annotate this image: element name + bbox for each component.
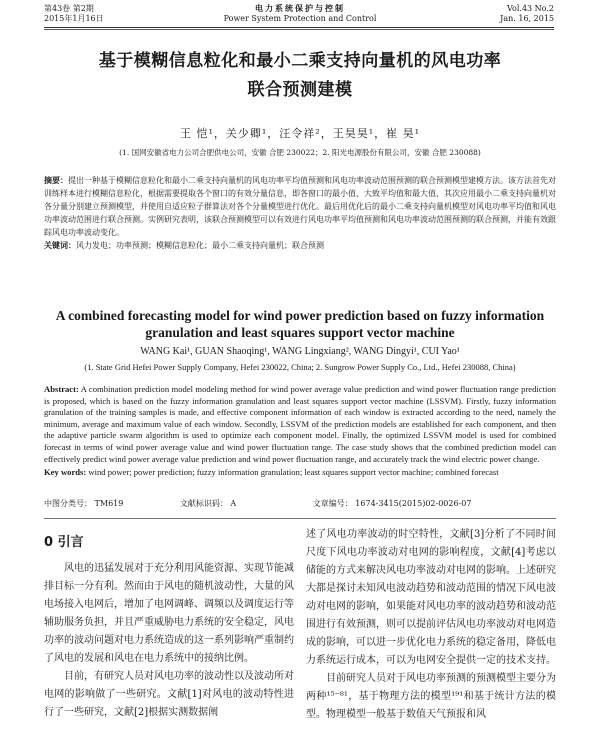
intro-paragraph-2: 目前，有研究人员对风电功率的波动性以及波动所对电网的影响做了一些研究。文献[1]对风电的波动特性进行了一些研究，文献[2]根据实测数据阐 [44,671,294,718]
keywords-en-label: Key words: [44,467,87,477]
abstract-cn-text: 提出一种基于模糊信息粒化和最小二乘支持向量机的风电功率平均值预测和风电功率波动范围预测的联合预测模型建模方法。该方法首先对训练样本进行模糊信息粒化，根据需要提取各个窗口的有效分量信息，即各窗口的最小值、大致平均值和最大值，其次应用最小二乘支持向量机对各分量分别建立预测模型，并使用自适应粒子群算法对各个分量模型进行优化。最后用优化后的最小二乘支持向量机模型对风电功率平均值和风电功率波动范围进行联合预测。实例研究表明，该联合预测模型可以有效进行风电功率平均值预测和风电功率波动范围预测的联合预测，并能有效跟踪风电功率波动变化。 [44,176,556,237]
journal-name-cn: 电力系统保护与控制 [255,4,345,13]
affiliations-cn: (1. 国网安徽省电力公司合肥供电公司，安徽 合肥 230022；2. 阳光电源股份有限公司，安徽 合肥 230088) [119,148,481,157]
keywords-en-block [44,467,556,478]
publication-date-cn: 2015年1月16日 [44,14,104,23]
article-number: 文章编号： 1674-3415(2015)02-0026-07 [312,499,472,508]
clc-number: 中图分类号： TM619 [44,499,124,508]
paper-title-en-line2: granulation and least squares support vector machine [145,325,455,340]
document-code: 文献标识码： A [179,499,237,508]
keywords-en: wind power; power prediction; fuzzy information granulation; least squares support vector machine; combined forecast [88,467,499,477]
intro-paragraph-4: 目前研究人员对于风电功率预测的预测模型主要分为两种¹⁵⁻⁸¹，基于物理方法的模型¹⁹¹和基于统计方法的模型。物理模型一般基于数值天气预报和风 [306,673,556,720]
paper-title-en-line1: A combined forecasting model for wind power prediction based on fuzzy information [55,308,545,323]
abstract-cn [44,174,556,252]
intro-paragraph-1: 风电的迅猛发展对于充分利用风能资源、实现节能减排目标一分有利。然而由于风电的随机波动性，大量的风电场接入电网后，增加了电网调峰、调频以及调度运行等辅助服务负担，并且严重威胁电力系统的安全稳定，风电功率的波动问题对电力系统造成的这一系列影响严重制约了风电的发展和风电在电力系统中的接纳比例。 [44,563,294,664]
authors-cn: 王 恺¹，关少卿¹，汪令祥²，王昊昊¹，崔 昊¹ [179,127,421,140]
body-column-right [306,526,556,724]
abstract-en [44,384,556,465]
paper-title-cn-line2: 联合预测建模 [247,80,353,100]
body-column-left [44,526,294,722]
section-heading-intro: 0 引言 [44,535,84,550]
volume-issue-en: Vol.43 No.2 [507,4,554,13]
journal-volume-info-en [500,4,554,24]
header-divider [44,27,554,28]
volume-issue: 第43卷 第2期 [44,4,94,13]
classification-divider [44,518,556,519]
keywords-cn-label: 关键词： [44,241,76,250]
keywords-cn: 风力发电；功率预测；模糊信息粒化；最小二乘支持向量机；联合预测 [76,241,324,250]
paper-title-cn-line1: 基于模糊信息粒化和最小二乘支持向量机的风电功率 [98,51,502,71]
journal-name-en: Power System Protection and Control [223,14,377,23]
abstract-cn-label: 摘要： [44,176,68,185]
publication-date-en: Jan. 16, 2015 [500,14,554,23]
abstract-en-label: Abstract: [44,384,79,394]
intro-paragraph-3: 述了风电功率波动的时空特性，文献[3]分析了不同时间尺度下风电功率波动对电网的影响程度，文献[4]考虑以储能的方式来解决风电功率波动对电网的影响。上述研究大都是探讨未知风电波动趋势和波动范围的情况下风电波动对电网的影响，如果能对风电功率的波动趋势和波动范围进行有效预测，则可以提前评估风电功率波动对电网造成的影响，可以进一步优化电力系统的稳定备用，降低电力系统运行成本，可以为电网安全提供一定的技术支持。 [306,529,556,666]
authors-en: WANG Kai¹, GUAN Shaoqing¹, WANG Lingxiang², WANG Dingyi¹, CUI Yao¹ [140,346,460,357]
affiliations-en: (1. State Grid Hefei Power Supply Company, Hefei 230022, China; 2. Sungrow Power Supply Co., Ltd., Hefei 230088, China) [84,362,516,372]
header-divider-thin [44,29,554,30]
classification-line [44,498,556,509]
abstract-en-text: A combination prediction model modeling method for wind power average value prediction and wind power fluctuation range prediction is proposed, which is based on the fuzzy information granulation and least squares support vector machine (LSSVM). Firstly, fuzzy information granulation of the training samples is made, and effective component information of each window is extracted according to the need, namely the minimum, average and maximum value of each window. Secondly, LSSVM of the prediction models are established for each component, and then the adaptive particle swarm algorithm is used to optimize each component model. Finally, the optimized LSSVM model is used for combined forecast in terms of wind power average value and wind power fluctuation range. The case study shows that the combined prediction model can effectively predict wind power average value prediction and wind power fluctuation range, and accurately track the wind electric power change. [44,384,556,464]
